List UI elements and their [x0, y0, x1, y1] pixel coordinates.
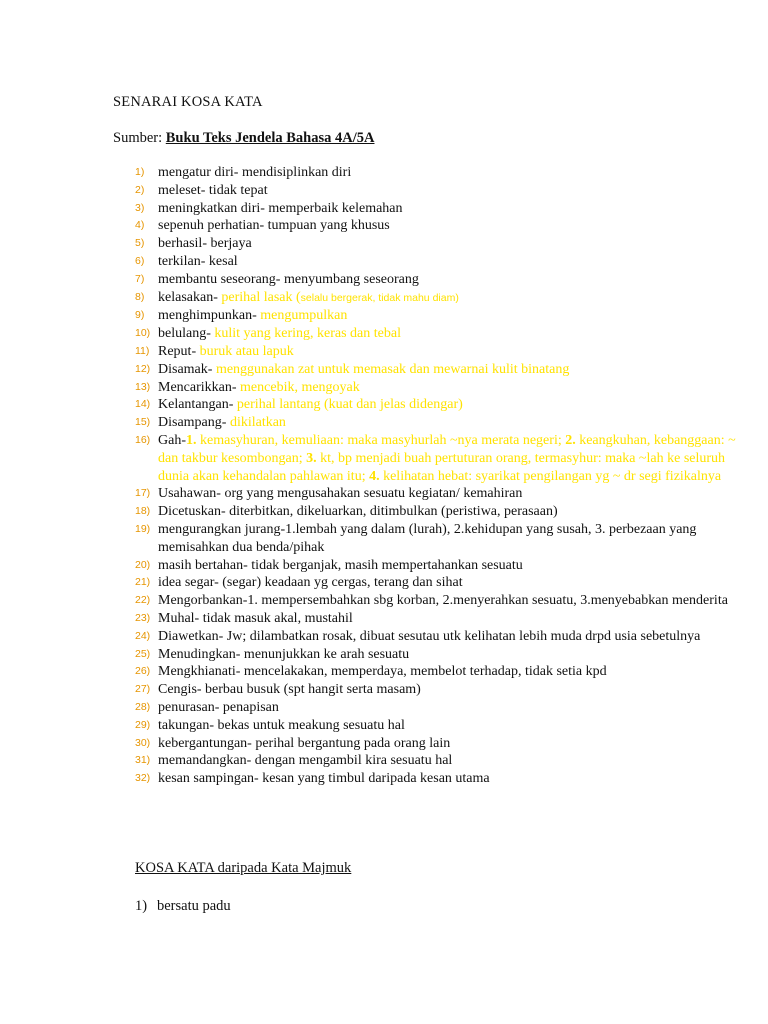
sense-number: 4. — [369, 468, 380, 484]
term-text: sepenuh perhatian- tumpuan yang khusus — [158, 218, 390, 234]
list-item — [135, 217, 755, 235]
sense-text: keangkuhan, kebanggaan: ~ dan takbur kesombongan; — [158, 432, 736, 466]
list-number: 32) — [135, 772, 151, 785]
list-number: 12) — [135, 362, 151, 375]
source-book: Buku Teks Jendela Bahasa 4A/5A — [165, 130, 375, 146]
list-item — [135, 485, 755, 503]
highlighted-definition: perihal lasak ( — [221, 289, 301, 305]
term-text: Dicetuskan- diterbitkan, dikeluarkan, ditimbulkan (peristiwa, perasaan) — [158, 504, 558, 520]
term-text: Mencarikkan- — [158, 379, 241, 395]
sense-number: 3. — [306, 450, 317, 466]
list-number: 7) — [135, 272, 145, 285]
highlighted-definition — [158, 433, 736, 484]
term-text: terkilan- kesal — [158, 253, 238, 269]
list-item — [135, 164, 755, 182]
list-number: 30) — [135, 736, 151, 749]
list-number: 13) — [135, 380, 151, 393]
list-number: 28) — [135, 700, 151, 713]
list-number: 29) — [135, 718, 151, 731]
highlighted-definition: buruk atau lapuk — [199, 343, 294, 359]
list-number: 23) — [135, 611, 151, 624]
list-item — [135, 379, 755, 397]
list-number: 6) — [135, 254, 145, 267]
term-text: idea segar- (segar) keadaan yg cergas, terang dan sihat — [158, 575, 463, 591]
list-number: 2) — [135, 183, 145, 196]
term-text: Usahawan- org yang mengusahakan sesuatu kegiatan/ kemahiran — [158, 486, 523, 502]
document-title: SENARAI KOSA KATA — [113, 94, 263, 110]
list-number: 10) — [135, 327, 151, 340]
highlighted-note: selalu bergerak, tidak mahu diam) — [300, 291, 459, 304]
list-number: 18) — [135, 505, 151, 518]
term-text: penurasan- penapisan — [158, 699, 279, 715]
term-text: Mengorbankan-1. mempersembahkan sbg korban, 2.menyerahkan sesuatu, 3.menyebabkan menderita — [158, 593, 728, 609]
term-text: Diawetkan- Jw; dilambatkan rosak, dibuat sesutau utk kelihatan lebih muda drpd usia sebetulnya — [158, 628, 701, 644]
highlighted-definition: mengumpulkan — [260, 308, 348, 324]
term-text: meningkatkan diri- memperbaik kelemahan — [158, 200, 403, 216]
list-item — [135, 432, 755, 485]
term-text: Cengis- berbau busuk (spt hangit serta masam) — [158, 682, 421, 698]
term-text: mengurangkan jurang-1.lembah yang dalam (lurah), 2.kehidupan yang susah, 3. perbezaan yang memisahkan dua benda/pihak — [158, 521, 697, 555]
list-number: 22) — [135, 594, 151, 607]
term-text: Disamak- — [158, 361, 216, 377]
term-text: menghimpunkan- — [158, 308, 261, 324]
list-number: 20) — [135, 558, 151, 571]
highlighted-definition: menggunakan zat untuk memasak dan mewarnai kulit binatang — [215, 361, 570, 377]
list-item — [135, 628, 755, 646]
list-number: 14) — [135, 398, 151, 411]
sense-text: kelihatan hebat: syarikat pengilangan yg ~ dr segi fizikalnya — [379, 468, 722, 484]
list-item — [135, 521, 755, 557]
list-number: 1) — [135, 898, 148, 914]
list-number: 31) — [135, 754, 151, 767]
term-text: Menudingkan- menunjukkan ke arah sesuatu — [158, 646, 410, 662]
list-number: 3) — [135, 201, 145, 214]
term-text: Gah- — [158, 432, 186, 448]
list-number: 21) — [135, 576, 151, 589]
list-item — [135, 414, 755, 432]
term-text: belulang- — [158, 326, 215, 342]
sense-text: kt, bp menjadi buah pertuturan orang, termasyhur: maka ~lah ke seluruh dunia akan kehandalan pahlawan itu; — [158, 450, 726, 484]
term-text: mengatur diri- mendisiplinkan diri — [158, 165, 352, 180]
term-text: Reput- — [158, 343, 200, 359]
list-item — [135, 182, 755, 200]
list-number: 24) — [135, 629, 151, 642]
list-item — [135, 646, 755, 664]
term-text: Disampang- — [158, 415, 230, 431]
term-text: membantu seseorang- menyumbang seseorang — [158, 271, 419, 287]
list-item — [135, 735, 755, 753]
term-text: masih bertahan- tidak berganjak, masih mempertahankan sesuatu — [158, 557, 523, 573]
compound-word-item — [135, 898, 231, 915]
compound-word-text: bersatu padu — [157, 898, 231, 914]
list-number: 19) — [135, 522, 151, 535]
list-item — [135, 752, 755, 770]
list-item — [135, 396, 755, 414]
list-item — [135, 289, 755, 308]
list-number: 16) — [135, 433, 151, 446]
list-number: 17) — [135, 487, 151, 500]
term-text: kebergantungan- perihal bergantung pada orang lain — [158, 735, 451, 751]
list-number: 4) — [135, 219, 145, 232]
list-item — [135, 325, 755, 343]
list-number: 15) — [135, 416, 151, 429]
list-number: 25) — [135, 647, 151, 660]
highlighted-definition: kulit yang kering, keras dan tebal — [214, 326, 401, 342]
list-item — [135, 770, 755, 788]
source-line — [113, 130, 374, 147]
term-text: kesan sampingan- kesan yang timbul daripada kesan utama — [158, 771, 490, 787]
list-item — [135, 361, 755, 379]
list-number: 9) — [135, 309, 145, 322]
list-number: 5) — [135, 237, 145, 250]
list-item — [135, 681, 755, 699]
list-item — [135, 610, 755, 628]
list-item — [135, 235, 755, 253]
list-item — [135, 663, 755, 681]
section-title: KOSA KATA daripada Kata Majmuk — [135, 860, 352, 876]
sense-text: kemasyhuran, kemuliaan: maka masyhurlah ~nya merata negeri; — [196, 432, 566, 448]
list-item — [135, 503, 755, 521]
highlighted-definition: perihal lantang (kuat dan jelas didengar) — [236, 397, 463, 413]
list-item — [135, 253, 755, 271]
term-text: Muhal- tidak masuk akal, mustahil — [158, 610, 353, 626]
sense-number: 1. — [186, 432, 197, 448]
list-number: 11) — [135, 344, 150, 357]
sense-number: 2. — [565, 432, 576, 448]
list-number: 27) — [135, 683, 151, 696]
list-item — [135, 200, 755, 218]
list-number: 26) — [135, 665, 151, 678]
term-text: Kelantangan- — [158, 397, 237, 413]
vocabulary-list — [135, 164, 755, 788]
list-number: 8) — [135, 290, 145, 303]
source-label: Sumber: — [113, 130, 166, 146]
highlighted-definition: dikilatkan — [229, 415, 286, 431]
term-text: Mengkhianati- mencelakakan, memperdaya, membelot terhadap, tidak setia kpd — [158, 664, 607, 680]
term-text: berhasil- berjaya — [158, 236, 252, 252]
list-item — [135, 574, 755, 592]
highlighted-definition: mencebik, mengoyak — [240, 379, 360, 395]
list-item — [135, 699, 755, 717]
list-item — [135, 271, 755, 289]
list-item — [135, 343, 755, 361]
term-text: kelasakan- — [158, 289, 222, 305]
list-item — [135, 592, 755, 610]
list-number: 1) — [135, 166, 145, 178]
list-item — [135, 557, 755, 575]
term-text: memandangkan- dengan mengambil kira sesuatu hal — [158, 753, 453, 769]
list-item — [135, 717, 755, 735]
term-text: takungan- bekas untuk meakung sesuatu hal — [158, 717, 405, 733]
list-item — [135, 307, 755, 325]
term-text: meleset- tidak tepat — [158, 182, 268, 198]
